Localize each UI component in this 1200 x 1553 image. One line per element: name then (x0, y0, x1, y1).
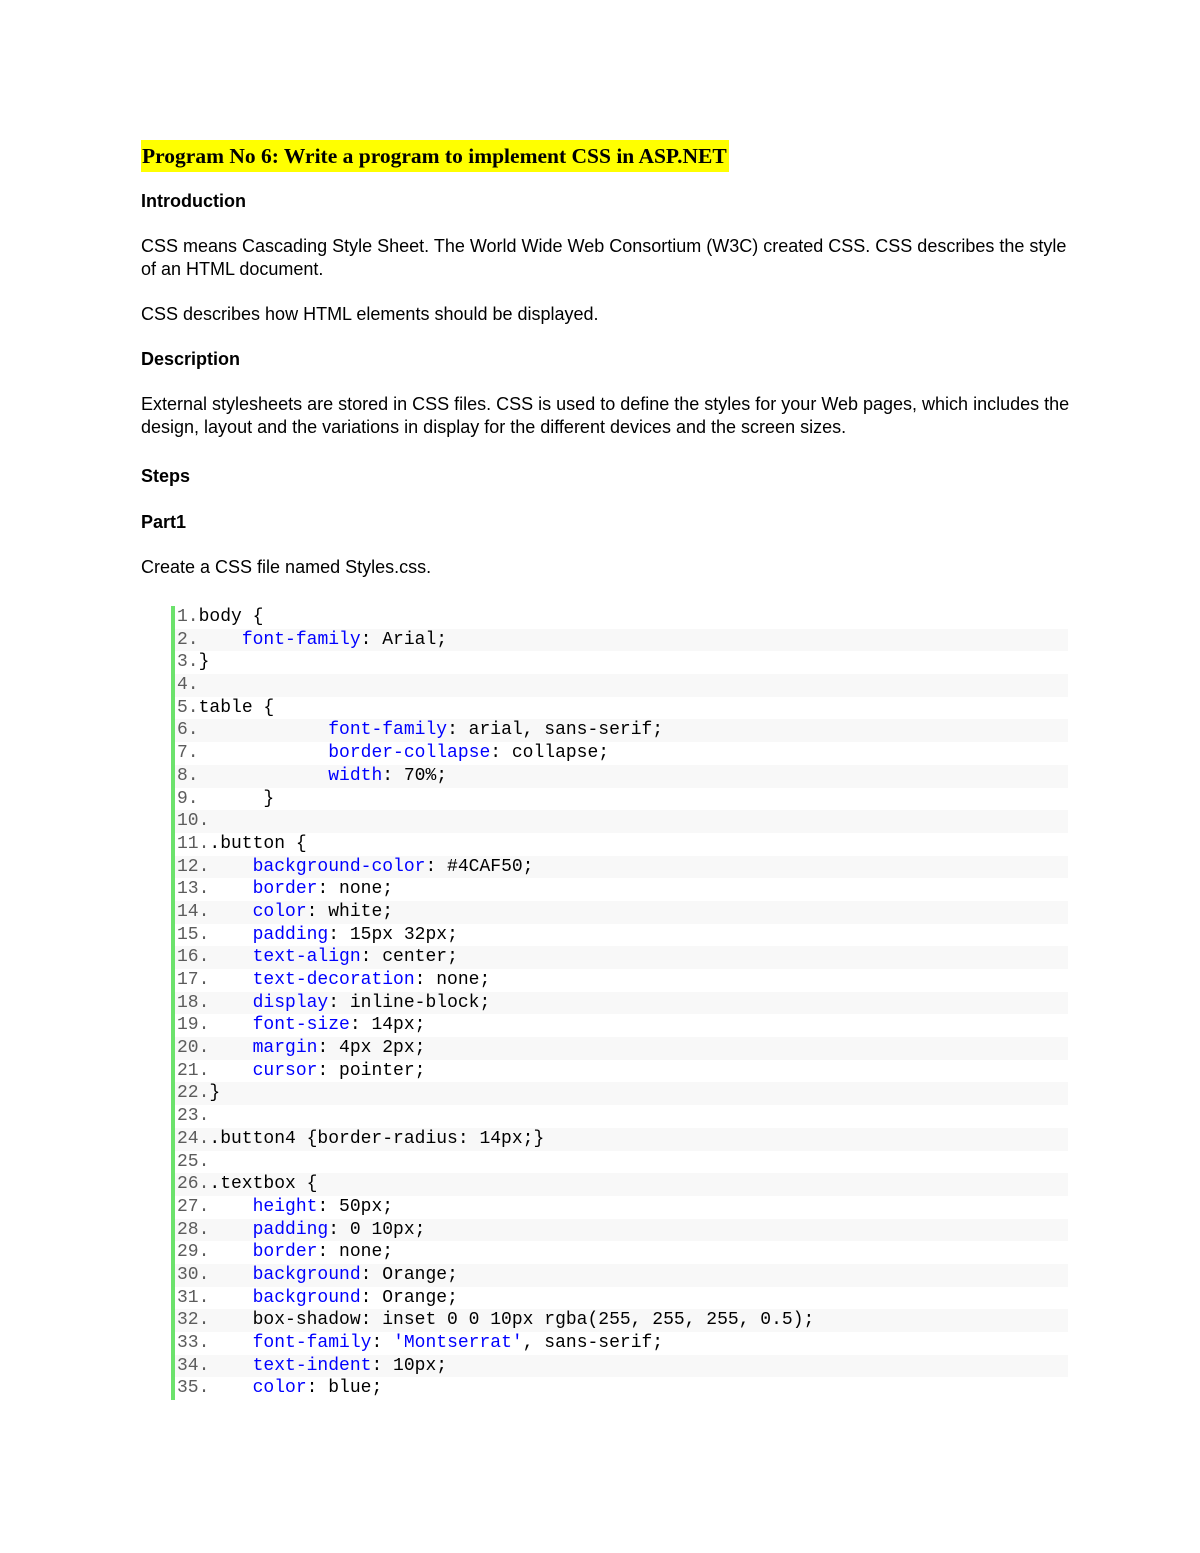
code-text (199, 743, 329, 763)
code-line (175, 1173, 1068, 1196)
code-text (209, 1061, 252, 1081)
code-text: : none; (414, 970, 491, 990)
css-property: width (328, 765, 383, 786)
code-line (175, 674, 1068, 697)
code-line (175, 1128, 1068, 1151)
code-text: : arial, sans-serif; (447, 720, 664, 741)
css-property: display (252, 992, 329, 1013)
line-number: 8. (177, 765, 199, 786)
code-text: : 10px; (371, 1355, 448, 1376)
code-text (209, 1038, 252, 1058)
css-property: text-decoration (252, 970, 415, 990)
line-number: 19. (177, 1015, 210, 1036)
line-number: 29. (177, 1242, 210, 1263)
code-text (209, 857, 252, 877)
line-number: 14. (177, 901, 210, 922)
page-title: Program No 6: Write a program to implement CSS in ASP.NET (141, 140, 729, 172)
line-number: 11. (177, 833, 210, 854)
code-line (175, 1264, 1068, 1287)
part1-paragraph: Create a CSS file named Styles.css. (141, 557, 432, 577)
code-line (175, 1037, 1068, 1060)
code-line (175, 1309, 1068, 1332)
code-line (175, 946, 1068, 969)
code-line (175, 1151, 1068, 1174)
code-text (209, 1265, 252, 1285)
code-text: : pointer; (317, 1060, 426, 1081)
line-number: 15. (177, 924, 210, 945)
code-text: : (371, 1333, 394, 1353)
code-line (175, 1014, 1068, 1037)
line-number: 3. (177, 652, 199, 673)
css-string: 'Montserrat' (393, 1333, 523, 1353)
line-number: 35. (177, 1378, 210, 1399)
code-text (209, 1333, 252, 1353)
code-text: : none; (317, 879, 394, 900)
code-text: } (198, 788, 275, 809)
steps-heading: Steps (141, 466, 191, 486)
code-text: : none; (317, 1242, 394, 1263)
css-property: border (252, 879, 318, 900)
code-text: : 15px 32px; (328, 924, 458, 945)
line-number: 27. (177, 1196, 210, 1217)
description-paragraph: External stylesheets are stored in CSS files. CSS is used to define the styles for your Web pages, which includes the design, layout and the variations in display for the different devices and the screen sizes. (141, 394, 1070, 437)
line-number: 13. (177, 879, 210, 900)
code-line (175, 1241, 1068, 1264)
code-block (171, 606, 1068, 1400)
code-line (175, 1332, 1068, 1355)
code-text (199, 630, 242, 650)
code-line (175, 810, 1068, 833)
css-property: font-family (328, 720, 448, 741)
introduction-heading: Introduction (141, 191, 246, 211)
code-text: : Orange; (360, 1264, 458, 1285)
code-text (209, 1015, 252, 1035)
code-line (175, 1105, 1068, 1128)
description-heading: Description (141, 349, 241, 369)
code-text: : 0 10px; (328, 1219, 426, 1240)
code-line (175, 788, 1068, 811)
css-property: background (252, 1287, 361, 1308)
css-property: height (252, 1196, 318, 1217)
part1-heading: Part1 (141, 512, 187, 532)
line-number: 32. (177, 1310, 210, 1331)
code-text (209, 993, 252, 1013)
code-text: : 4px 2px; (317, 1038, 426, 1059)
code-text: : 50px; (317, 1196, 394, 1217)
line-number: 2. (177, 629, 199, 650)
code-text: box-shadow: inset 0 0 10px rgba(255, 255, 255, 0.5); (209, 1310, 815, 1331)
line-number: 34. (177, 1355, 210, 1376)
line-number: 30. (177, 1264, 210, 1285)
code-text: : center; (360, 947, 458, 968)
code-text: : collapse; (490, 743, 610, 764)
code-line (175, 1377, 1068, 1400)
css-property: background (252, 1264, 361, 1285)
css-property: font-size (252, 1015, 350, 1036)
css-property: padding (252, 924, 329, 945)
code-text (209, 879, 252, 899)
code-text: : 70%; (382, 765, 448, 786)
code-text (209, 1242, 252, 1262)
code-line (175, 992, 1068, 1015)
line-number: 24. (177, 1128, 210, 1149)
code-line (175, 1287, 1068, 1310)
line-number: 26. (177, 1174, 210, 1195)
code-text: : blue; (306, 1378, 383, 1399)
line-number: 1. (177, 607, 199, 627)
css-property: text-indent (252, 1355, 372, 1376)
code-text (209, 925, 252, 945)
code-text (199, 766, 329, 786)
code-text (209, 1220, 252, 1240)
introduction-paragraph-1: CSS means Cascading Style Sheet. The World Wide Web Consortium (W3C) created CSS. CSS describes the style of an HTML document. (141, 236, 1067, 279)
line-number: 17. (177, 970, 210, 990)
css-property: font-family (252, 1333, 372, 1353)
code-line (175, 924, 1068, 947)
css-property: border (252, 1242, 318, 1263)
line-number: 21. (177, 1060, 210, 1081)
code-text: body { (198, 607, 264, 627)
code-text: } (198, 652, 210, 673)
code-line (175, 651, 1068, 674)
css-property: cursor (252, 1060, 318, 1081)
code-line (175, 606, 1068, 629)
code-text: , sans-serif; (522, 1333, 664, 1353)
line-number: 33. (177, 1333, 210, 1353)
line-number: 28. (177, 1219, 210, 1240)
code-text (209, 970, 252, 990)
code-line (175, 765, 1068, 788)
code-line (175, 629, 1068, 652)
line-number: 10. (177, 811, 210, 832)
code-line (175, 901, 1068, 924)
code-text: table { (198, 697, 275, 718)
line-number: 25. (177, 1151, 210, 1172)
code-text: } (209, 1083, 221, 1104)
line-number: 6. (177, 720, 199, 741)
code-text: : inline-block; (328, 992, 491, 1013)
css-property: color (252, 901, 307, 922)
code-text (209, 1197, 252, 1217)
line-number: 16. (177, 947, 210, 968)
code-line (175, 719, 1068, 742)
code-line (175, 969, 1068, 992)
code-text: .button { (209, 833, 307, 854)
css-property: padding (252, 1219, 329, 1240)
line-number: 22. (177, 1083, 210, 1104)
css-property: margin (252, 1038, 318, 1059)
code-text (209, 1378, 252, 1398)
code-line (175, 697, 1068, 720)
line-number: 23. (177, 1106, 210, 1127)
code-line (175, 1355, 1068, 1378)
code-line (175, 878, 1068, 901)
code-text: : Orange; (360, 1287, 458, 1308)
line-number: 12. (177, 856, 210, 877)
code-line (175, 1060, 1068, 1083)
code-text: : white; (306, 901, 394, 922)
introduction-paragraph-2: CSS describes how HTML elements should be displayed. (141, 304, 599, 324)
code-text (199, 720, 329, 740)
code-text: : Arial; (360, 629, 448, 650)
line-number: 5. (177, 697, 199, 718)
code-text (209, 1356, 252, 1376)
css-property: text-align (252, 947, 361, 968)
line-number: 18. (177, 992, 210, 1013)
line-number: 4. (177, 675, 199, 696)
css-property: border-collapse (328, 743, 491, 764)
code-line (175, 1196, 1068, 1219)
code-line (175, 833, 1068, 856)
code-line (175, 1219, 1068, 1242)
line-number: 20. (177, 1038, 210, 1059)
code-text (209, 1288, 252, 1308)
css-property: color (252, 1378, 307, 1399)
code-text: .button4 {border-radius: 14px;} (209, 1128, 545, 1149)
code-line (175, 742, 1068, 765)
code-text: : 14px; (349, 1015, 426, 1036)
code-text (209, 902, 252, 922)
line-number: 9. (177, 788, 199, 809)
code-text: : #4CAF50; (425, 856, 534, 877)
code-text: .textbox { (209, 1174, 318, 1195)
css-property: font-family (241, 629, 361, 650)
code-line (175, 856, 1068, 879)
css-property: background-color (252, 856, 426, 877)
code-text (209, 947, 252, 967)
line-number: 7. (177, 743, 199, 764)
document-page (141, 140, 1071, 579)
line-number: 31. (177, 1287, 210, 1308)
code-line (175, 1082, 1068, 1105)
